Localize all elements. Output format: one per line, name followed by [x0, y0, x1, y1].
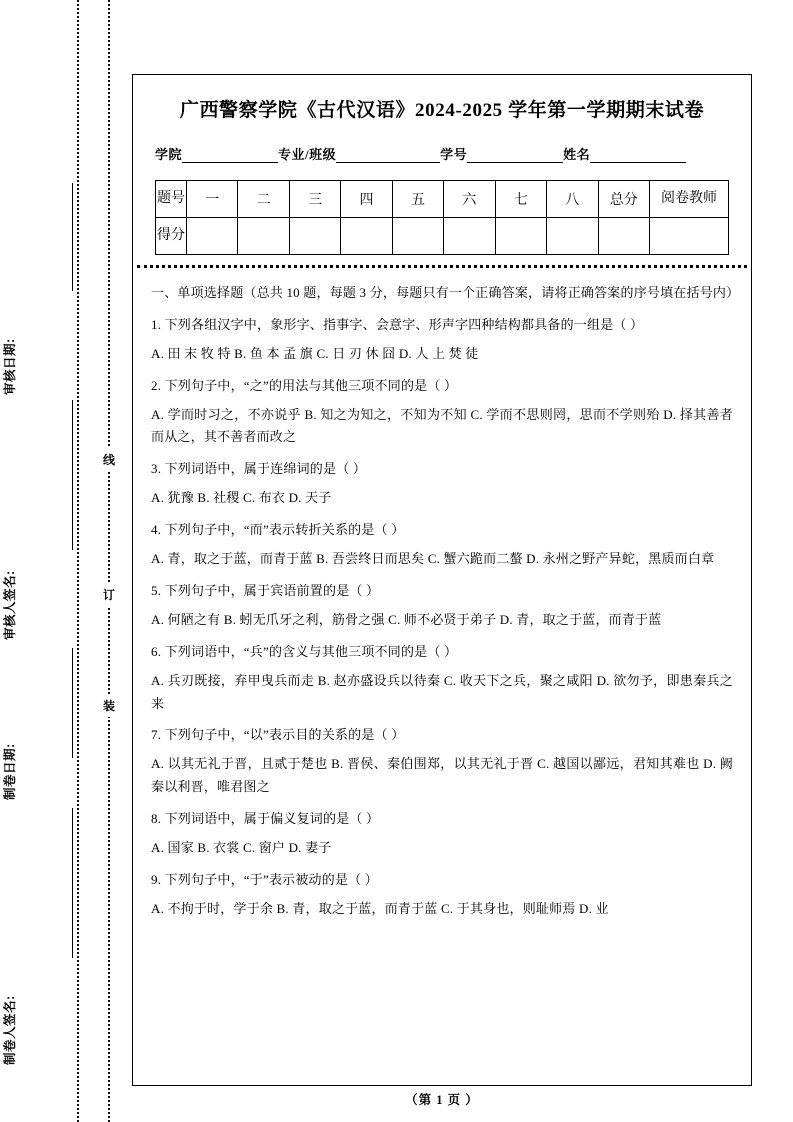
- question-1-options: A. 田 末 牧 特 B. 鱼 本 孟 旗 C. 日 刃 休 囧 D. 人 上 焚 徒: [151, 345, 479, 361]
- field-major-class-input[interactable]: [336, 148, 440, 163]
- question-9-options: A. 不拘于时，学于余 B. 青，取之于蓝，而青于蓝 C. 于其身也，则耻师焉 D. 业: [151, 900, 609, 916]
- score-table-col-total: 总分: [598, 181, 650, 218]
- question-6-options: A. 兵刃既接，弃甲曳兵而走 B. 赵亦盛设兵以待秦 C. 收天下之兵，聚之咸阳 D. 欲勿予，即患秦兵之来: [151, 672, 733, 711]
- exam-paper-frame: [132, 74, 752, 1086]
- score-cell-7[interactable]: [495, 218, 546, 255]
- score-table-col-4: 四: [341, 181, 392, 218]
- dotted-divider: [137, 265, 747, 268]
- question-3-stem: 3. 下列词语中，属于连绵词的是（ ）: [151, 461, 367, 477]
- field-student-id-label: 学号: [440, 147, 468, 162]
- score-cell-2[interactable]: [238, 218, 289, 255]
- question-5-stem: 5. 下列句子中，属于宾语前置的是（ ）: [151, 582, 380, 598]
- student-identity-row: [155, 144, 729, 163]
- seal-dotted-line-outer: [77, 0, 79, 1122]
- seal-dotted-line-inner: [108, 0, 110, 1122]
- field-student-id: [440, 144, 563, 163]
- score-table-col-2: 二: [238, 181, 289, 218]
- section-heading: 一、单项选择题（总共 10 题，每题 3 分，每题只有一个正确答案，请将正确答案的序号填在括号内）: [151, 285, 740, 300]
- page-number-footer: （第 1 页 ）: [405, 1093, 479, 1107]
- question-8-stem: 8. 下列词语中，属于偏义复词的是（ ）: [151, 810, 380, 826]
- question-6-stem: 6. 下列词语中，“兵”的含义与其他三项不同的是（ ）: [151, 643, 458, 659]
- question-2-stem: 2. 下列句子中，“之”的用法与其他三项不同的是（ ）: [151, 377, 458, 393]
- field-major-class-label: 专业/班级: [278, 147, 337, 162]
- score-cell-5[interactable]: [392, 218, 443, 255]
- question-9-stem: 9. 下列句子中，“于”表示被动的是（ ）: [151, 871, 378, 887]
- score-table-col-5: 五: [392, 181, 443, 218]
- score-table-col-1: 一: [187, 181, 238, 218]
- score-cell-4[interactable]: [341, 218, 392, 255]
- margin-rule-3: [72, 648, 73, 758]
- field-name-label: 姓名: [563, 147, 591, 162]
- margin-label-prepare-date: 制卷日期:: [3, 743, 17, 800]
- score-table-col-3: 三: [289, 181, 340, 218]
- score-table: [155, 180, 729, 255]
- score-table-col-grader: 阅卷教师: [650, 181, 729, 218]
- score-cell-grader[interactable]: [650, 218, 729, 255]
- page-title: 广西警察学院《古代汉语》2024‑2025 学年第一学期期末试卷: [179, 100, 705, 121]
- score-table-header-score: 得分: [156, 218, 187, 255]
- binding-margin: [0, 0, 130, 1122]
- field-college-input[interactable]: [182, 148, 278, 163]
- question-4-options: A. 青，取之于蓝，而青于蓝 B. 吾尝终日而思矣 C. 蟹六跪而二螯 D. 永州之野产异蛇，黑质而白章: [151, 551, 715, 567]
- score-cell-8[interactable]: [547, 218, 598, 255]
- question-1-stem: 1. 下列各组汉字中，象形字、指事字、会意字、形声字四种结构都具备的一组是（ ）: [151, 316, 644, 332]
- score-table-col-8: 八: [547, 181, 598, 218]
- score-table-header-question: 题号: [156, 181, 187, 218]
- margin-rule-2: [72, 400, 73, 550]
- margin-rule-1: [72, 183, 73, 291]
- seal-char-pack: 装: [101, 694, 117, 717]
- table-row-scores: [156, 218, 729, 255]
- score-cell-3[interactable]: [289, 218, 340, 255]
- question-4-stem: 4. 下列句子中，“而”表示转折关系的是（ ）: [151, 522, 405, 538]
- margin-label-preparer-signature: 制卷人签名:: [3, 995, 17, 1065]
- field-college: [155, 144, 278, 163]
- seal-char-bind: 订: [101, 583, 117, 606]
- margin-label-audit-date: 审核日期:: [3, 338, 17, 395]
- score-cell-total[interactable]: [598, 218, 650, 255]
- field-major-class: [278, 144, 440, 163]
- question-7-options: A. 以其无礼于晋，且贰于楚也 B. 晋侯、秦伯围郑，以其无礼于晋 C. 越国以鄙远，君知其难也 D. 阙秦以利晋，唯君图之: [151, 756, 733, 795]
- seal-char-line: 线: [101, 448, 117, 471]
- question-3-options: A. 犹豫 B. 社稷 C. 布衣 D. 天子: [151, 490, 332, 506]
- margin-label-auditor-signature: 审核人签名:: [3, 570, 17, 640]
- questions-container: [151, 282, 740, 921]
- score-cell-6[interactable]: [444, 218, 495, 255]
- score-table-col-7: 七: [495, 181, 546, 218]
- question-8-options: A. 国家 B. 衣裳 C. 窗户 D. 妻子: [151, 840, 332, 855]
- field-college-label: 学院: [155, 147, 183, 162]
- question-2-options: A. 学而时习之，不亦说乎 B. 知之为知之，不知为不知 C. 学而不思则罔，思而不学则殆 D. 择其善者而从之，其不善者而改之: [151, 406, 733, 445]
- score-cell-1[interactable]: [187, 218, 238, 255]
- question-7-stem: 7. 下列句子中，“以”表示目的关系的是（ ）: [151, 727, 405, 743]
- table-row-question-numbers: [156, 181, 729, 218]
- field-name-input[interactable]: [590, 148, 686, 163]
- margin-rule-4: [72, 808, 73, 958]
- field-name: [563, 144, 686, 163]
- score-table-col-6: 六: [444, 181, 495, 218]
- question-5-options: A. 何陋之有 B. 蚓无爪牙之利，筋骨之强 C. 师不必贤于弟子 D. 青，取之于蓝，而青于蓝: [151, 611, 662, 627]
- field-student-id-input[interactable]: [467, 148, 563, 163]
